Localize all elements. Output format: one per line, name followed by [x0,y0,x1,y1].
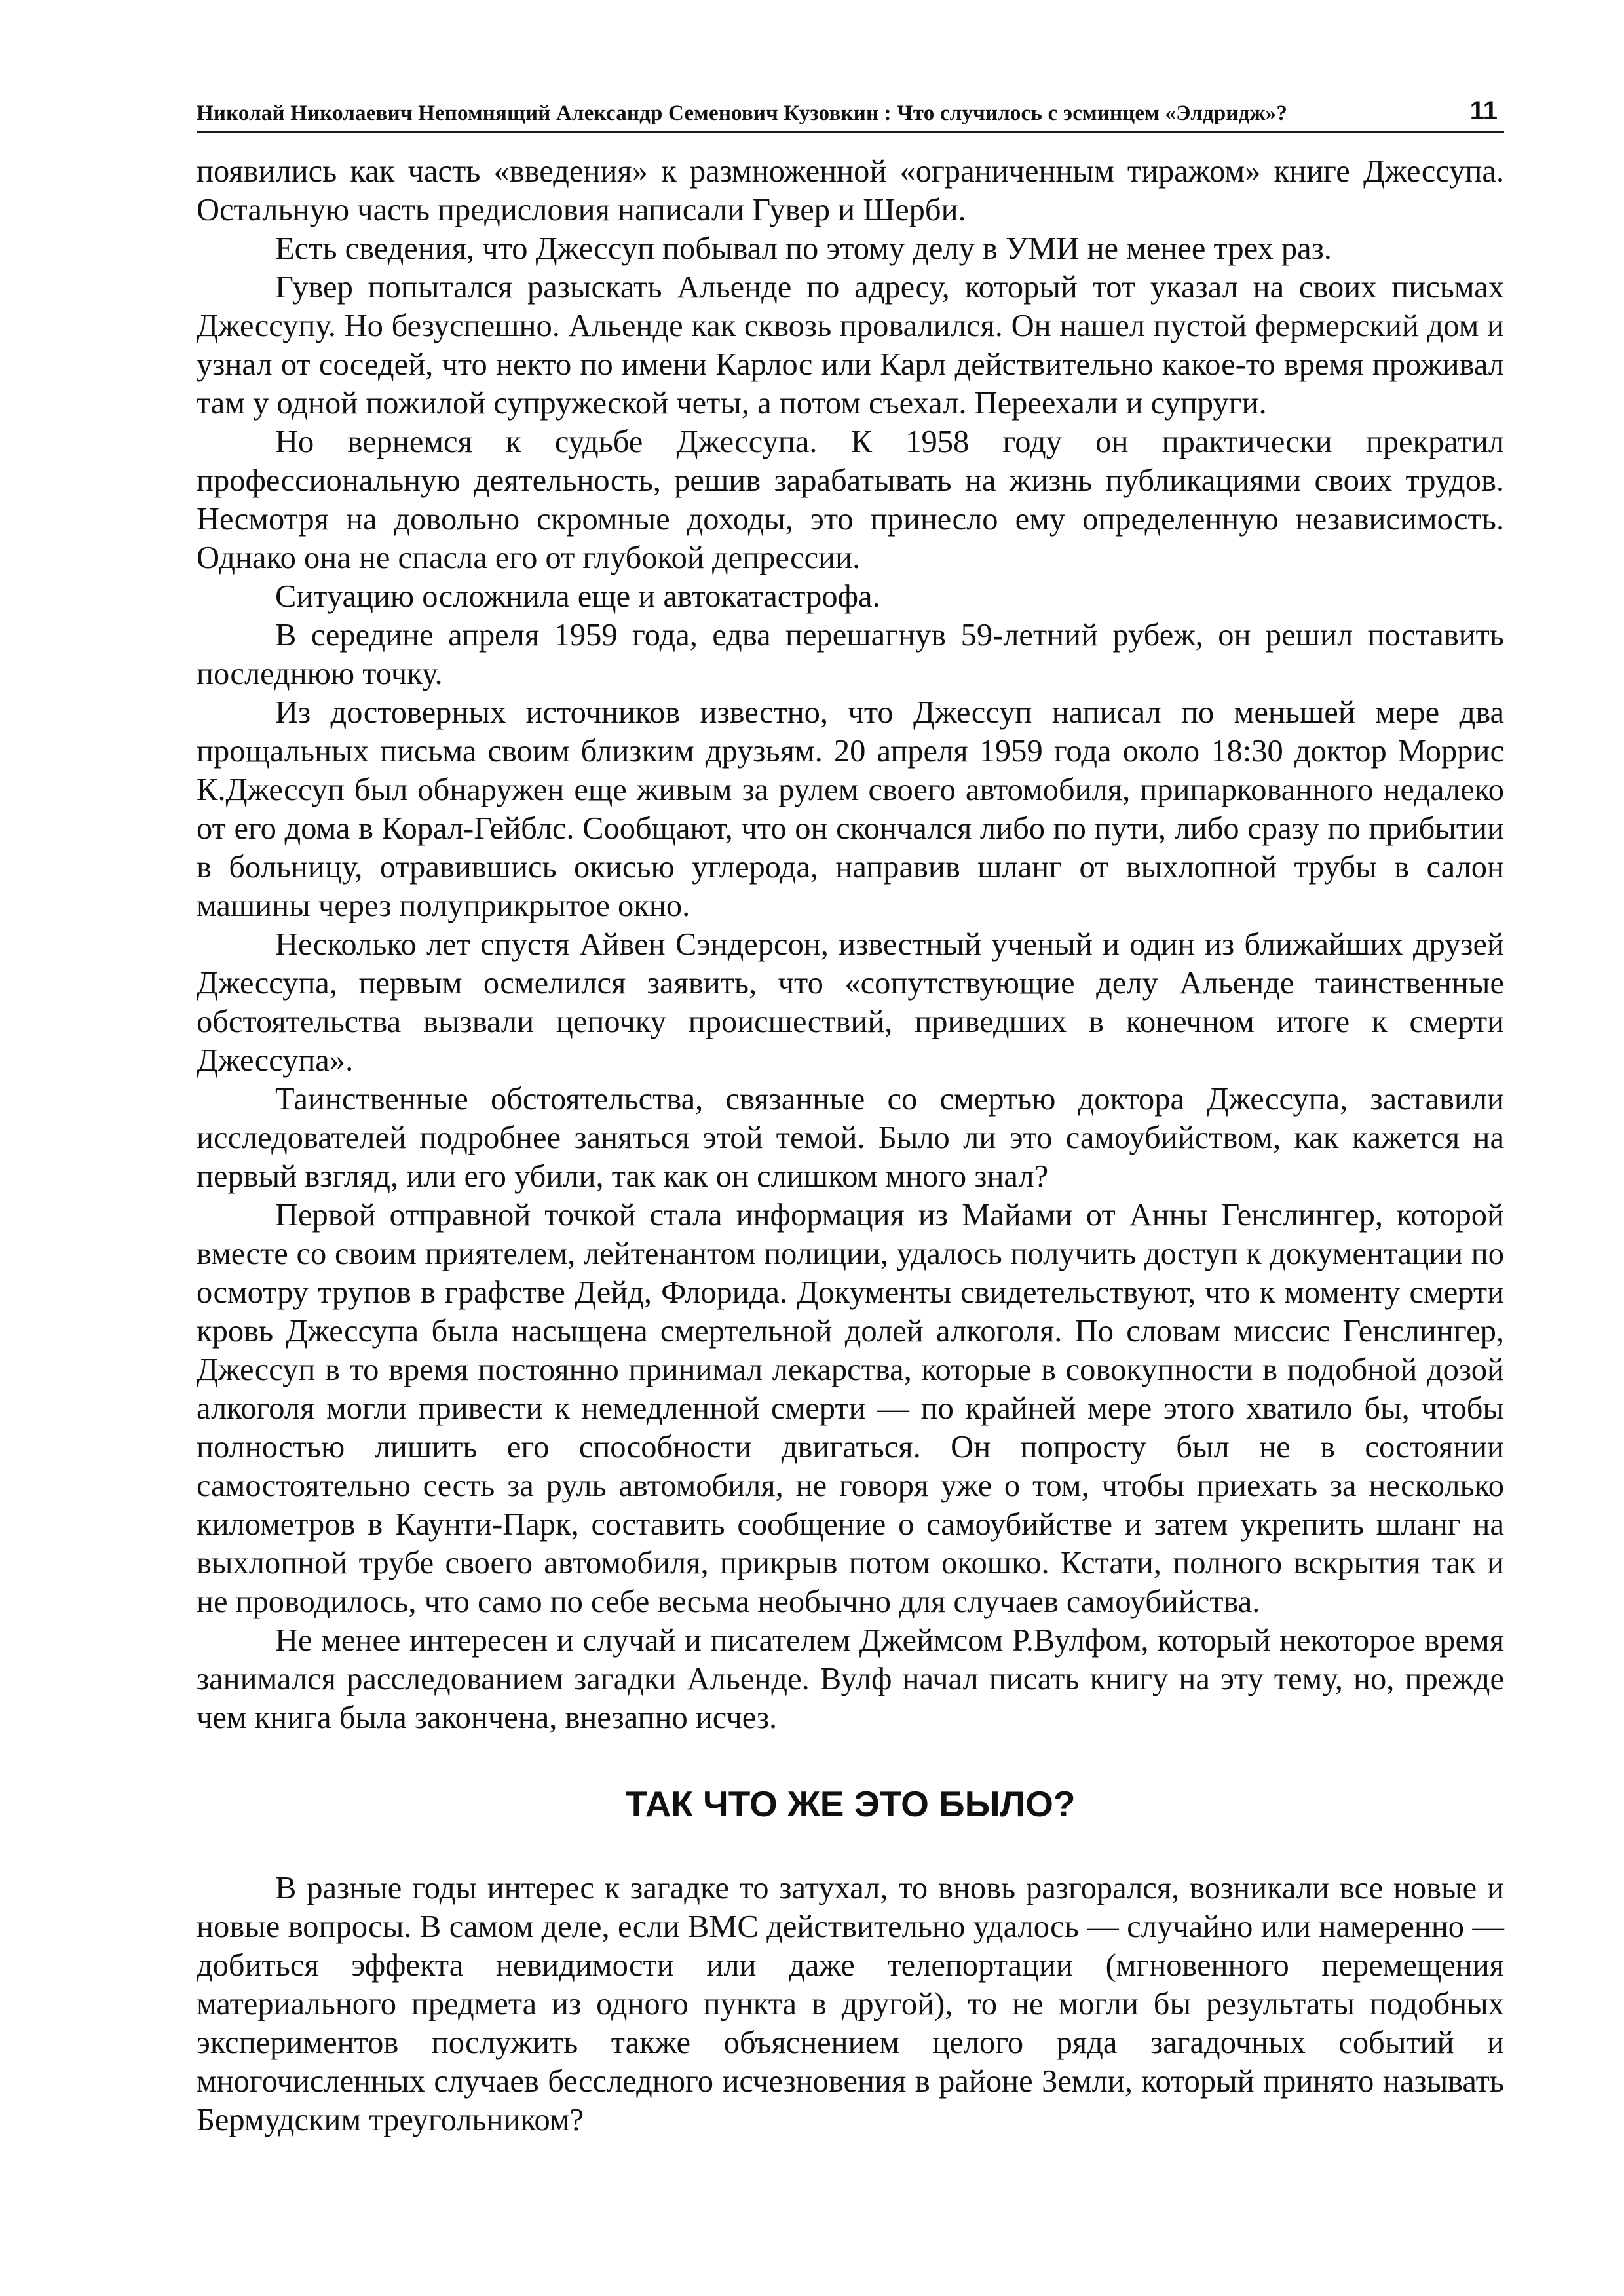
page-number: 11 [1469,96,1498,125]
section-text [197,1869,1504,2139]
paragraph: Первой отправной точкой стала информация из Майами от Анны Генслингер, которой вместе со своим приятелем, лейтенантом полиции, удалось получить доступ к документации по осмотру трупов в графстве Дейд, Флорида. Документы свидетельствуют, что к моменту смерти кровь Джессупа была насыщена смертельной долей алкоголя. По словам миссис Генслингер, Джессуп в то время постоянно принимал лекарства, которые в совокупности в подобной дозой алкоголя могли привести к немедленной смерти — по крайней мере этого хватило бы, чтобы полностью лишить его способности двигаться. Он попросту был не в состоянии самостоятельно сесть за руль автомобиля, не говоря уже о том, чтобы приехать за несколько километров в Каунти-Парк, составить сообщение о самоубийстве и затем укрепить шланг на выхлопной трубе своего автомобиля, прикрыв потом окошко. Кстати, полного вскрытия так и не проводилось, что само по себе весьма необычно для случаев самоубийства. [197,1198,1504,1619]
paragraph: Есть сведения, что Джессуп побывал по этому делу в УМИ не менее трех раз. [275,231,1332,266]
paragraph-continued: появились как часть «введения» к размноженной «ограниченным тиражом» книге Джессупа. Остальную часть предисловия написали Гувер и Шерби. [197,154,1504,227]
paragraph: Из достоверных источников известно, что Джессуп написал по меньшей мере два прощальных письма своим близким друзьям. 20 апреля 1959 года около 18:30 доктор Моррис К.Джессуп был обнаружен еще живым за рулем своего автомобиля, припаркованного недалеко от его дома в Корал-Гейблс. Сообщают, что он скончался либо по пути, либо сразу по прибытии в больницу, отравившись окисью углерода, направив шланг от выхлопной трубы в салон машины через полуприкрытое окно. [197,695,1504,923]
paragraph: Гувер попытался разыскать Альенде по адресу, который тот указал на своих письмах Джессупу. Но безуспешно. Альенде как сквозь провалился. Он нашел пустой фермерский дом и узнал от соседей, что некто по имени Карлос или Карл действительно какое-то время проживал там у одной пожилой супружеской четы, а потом съехал. Переехали и супруги. [197,270,1504,421]
header-title: Николай Николаевич Непомнящий Александр Семенович Кузовкин : Что случилось с эсминцем «Элдридж»? [197,102,1288,125]
paragraph: Не менее интересен и случай и писателем Джеймсом Р.Вулфом, который некоторое время занимался расследованием загадки Альенде. Вулф начал писать книгу на эту тему, но, прежде чем книга была закончена, внезапно исчез. [197,1623,1504,1735]
section-heading: ТАК ЧТО ЖЕ ЭТО БЫЛО? [625,1784,1076,1824]
paragraph: Несколько лет спустя Айвен Сэндерсон, известный ученый и один из ближайших друзей Джессупа, первым осмелился заявить, что «сопутствующие делу Альенде таинственные обстоятельства вызвали цепочку происшествий, приведших в конечном итоге к смерти Джессупа». [197,927,1504,1078]
paragraph: Но вернемся к судьбе Джессупа. К 1958 году он практически прекратил профессиональную деятельность, решив зарабатывать на жизнь публикациями своих трудов. Несмотря на довольно скромные доходы, это принесло ему определенную независимость. Однако она не спасла его от глубокой депрессии. [197,425,1504,575]
paragraph: Таинственные обстоятельства, связанные со смертью доктора Джессупа, заставили исследователей подробнее заняться этой темой. Было ли это самоубийством, как кажется на первый взгляд, или его убили, так как он слишком много знал? [197,1082,1504,1194]
body-text [197,152,1504,1737]
paragraph: Ситуацию осложнила еще и автокатастрофа. [275,579,880,614]
paragraph: В середине апреля 1959 года, едва перешагнув 59-летний рубеж, он решил поставить последнюю точку. [197,618,1504,691]
running-header [197,92,1504,133]
paragraph: В разные годы интерес к загадке то затухал, то вновь разгорался, возникали все новые и новые вопросы. В самом деле, если ВМС действительно удалось — случайно или намеренно — добиться эффекта невидимости или даже телепортации (мгновенного перемещения материального предмета из одного пункта в другой), то не могли бы результаты подобных экспериментов послужить также объяснением целого ряда загадочных событий и многочисленных случаев бесследного исчезновения в районе Земли, который принято называть Бермудским треугольником? [197,1871,1504,2137]
